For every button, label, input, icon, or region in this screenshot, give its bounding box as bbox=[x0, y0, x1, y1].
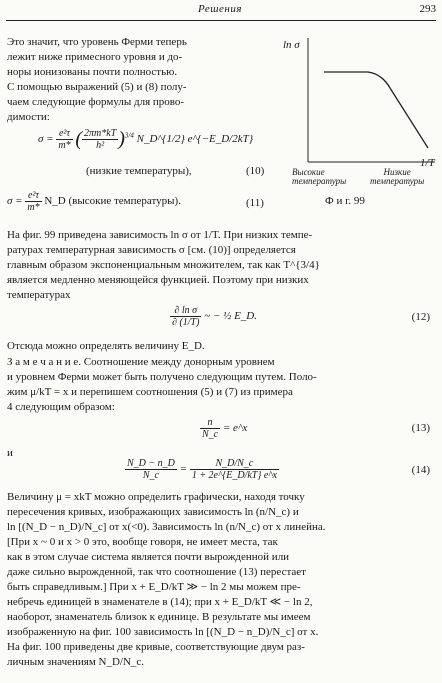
figure-y-label: ln σ bbox=[283, 39, 300, 51]
remark-line: З а м е ч а н и е. Соотношение между донорным уровнем bbox=[7, 356, 275, 368]
eq14-num1: N_D − n_D bbox=[127, 458, 175, 469]
para3-line: даже сильно вырожденной, так что соотношение (13) перестает bbox=[7, 566, 306, 578]
equation-10: σ = $\frac{\text{e²τ}}{m*}$ ( $\frac{2\pi m*kT}{\text{h²}}$ )$^{3/4}$ N_D^{1/2} e^{−E_D/2kT} bbox=[38, 128, 254, 151]
equation-11 bbox=[7, 190, 181, 213]
intro-line: чаем следующие формулы для прово- bbox=[7, 96, 185, 108]
eq13-rhs: = e^x bbox=[222, 422, 248, 435]
para3-line: [При x ~ 0 и x > 0 это, вообще говоря, не имеет места, так bbox=[7, 536, 278, 548]
eq12-number: (12) bbox=[411, 311, 430, 323]
eq14-number: (14) bbox=[411, 464, 430, 476]
equation-13 bbox=[200, 417, 247, 440]
para1-line: На фиг. 99 приведена зависимость ln σ от 1/T. При низких темпе- bbox=[7, 229, 313, 241]
running-header-title: Решения bbox=[198, 3, 242, 15]
para3-line: На фиг. 100 приведены две кривые, соответствующие двум раз- bbox=[7, 641, 305, 653]
eq10-inner bbox=[82, 128, 118, 151]
eq10-tail: N_D^{1/2} e^{−E_D/2kT} bbox=[136, 133, 254, 146]
eq11-number: (11) bbox=[246, 197, 264, 209]
para1-line: температурах bbox=[7, 289, 71, 301]
para3-line: как в этом случае система является почти вырожденной или bbox=[7, 551, 290, 563]
para3-line: ln [(N_D − n_D)/N_c] от x(<0). Зависимость ln (n/N_c) от x линейна. bbox=[7, 521, 326, 533]
eq10-prefactor-den: m* bbox=[58, 140, 71, 151]
para3-line: личным значениям N_D/N_c. bbox=[7, 656, 145, 668]
figure-high-temp-label: Высокие температуры bbox=[292, 167, 347, 186]
para3-line: быть справедливым.] При x + E_D/kT ≫ − ln 2 мы можем пре- bbox=[7, 581, 301, 593]
figure-99 bbox=[283, 30, 440, 235]
intro-line: Это значит, что уровень Ферми теперь bbox=[7, 36, 187, 48]
eq13-number: (13) bbox=[411, 422, 430, 434]
para1-line: является медленно меняющейся функцией. Поэтому при низких bbox=[7, 274, 309, 286]
equation-14: $\frac{N\_D - n\_D}{N\_c}$ = $\frac{N\_D/N\_c}{1 + 2e\^{}\{E\_D/kT\} e\^{}x}$ bbox=[127, 458, 277, 481]
remark-line: жим μ/kT = x и перепишем соотношения (5) и (7) из примера bbox=[7, 386, 293, 398]
eq14-frac2 bbox=[190, 458, 279, 481]
eq10-prefactor-num: e²τ bbox=[56, 128, 72, 140]
para2: Отсюда можно определять величину E_D. bbox=[7, 340, 205, 352]
equation-12 bbox=[170, 305, 257, 328]
eq13-den: N_c bbox=[202, 429, 219, 440]
eq10-number: (10) bbox=[246, 165, 265, 177]
eq10-inner-den: h² bbox=[96, 140, 105, 151]
eq11-prefactor bbox=[25, 190, 41, 213]
eq11-prefactor-den: m* bbox=[27, 202, 40, 213]
para3-line: небречь единицей в знаменателе в (14); при x + E_D/kT ≪ − ln 2, bbox=[7, 596, 313, 608]
para3-line: изображенную на фиг. 100 зависимость ln [(N_D − n_D)/N_c] от x. bbox=[7, 626, 319, 638]
para3-line: пересечения кривых, изображающих зависимость ln (n/N_c) и bbox=[7, 506, 299, 518]
eq10-lhs: σ = bbox=[38, 133, 54, 146]
eq14-frac1 bbox=[125, 458, 177, 481]
eq14-num2: N_D/N_c bbox=[190, 458, 279, 470]
eq11-prefactor-num: e²τ bbox=[25, 190, 41, 202]
para1-line: ратурах температурная зависимость σ [см. (10)] определяется bbox=[7, 244, 296, 256]
eq13-frac bbox=[200, 417, 220, 440]
figure-caption: Ф и г. 99 bbox=[325, 195, 365, 207]
eq14-den1: N_c bbox=[142, 470, 159, 481]
and-word: и bbox=[7, 447, 13, 459]
para3-line: наоборот, знаменатель близок к единице. В результате мы имеем bbox=[7, 611, 311, 623]
eq12-num: ∂ ln σ bbox=[170, 305, 201, 317]
eq12-rhs: ~ − ½ E_D. bbox=[204, 310, 257, 323]
eq11-lhs: σ = bbox=[7, 195, 23, 208]
eq12-frac bbox=[170, 305, 201, 328]
intro-line: лежит ниже примесного уровня и до- bbox=[7, 51, 183, 63]
eq12-den: ∂ (1/T) bbox=[172, 317, 200, 328]
eq10-inner-num: 2πm*kT bbox=[84, 128, 117, 139]
figure-x-label: 1/T bbox=[420, 157, 435, 169]
figure-99-plot bbox=[290, 30, 440, 235]
para1-line: главным образом экспоненциальным множителем, так как T^{3/4} bbox=[7, 259, 320, 271]
eq11-tail: N_D (высокие температуры). bbox=[44, 195, 181, 208]
para3-line: Величину μ = xkT можно определить графически, находя точку bbox=[7, 491, 305, 503]
intro-line: димости: bbox=[7, 111, 50, 123]
page-number: 293 bbox=[419, 3, 436, 15]
intro-line: С помощью выражений (5) и (8) полу- bbox=[7, 81, 187, 93]
remark-line: и уровнем Ферми может быть получено следующим путем. Поло- bbox=[7, 371, 317, 383]
eq10-note: (низкие температуры), bbox=[86, 165, 192, 177]
figure-low-temp-label: Низкие температуры bbox=[370, 167, 425, 186]
remark-line: 4 следующим образом: bbox=[7, 401, 115, 413]
intro-line: норы ионизованы почти полностью. bbox=[7, 66, 178, 78]
eq10-prefactor bbox=[56, 128, 72, 151]
eq14-den2: 1 + 2e^{E_D/kT} e^x bbox=[191, 470, 277, 481]
header-rule bbox=[6, 20, 436, 21]
eq13-num: n bbox=[200, 417, 220, 429]
